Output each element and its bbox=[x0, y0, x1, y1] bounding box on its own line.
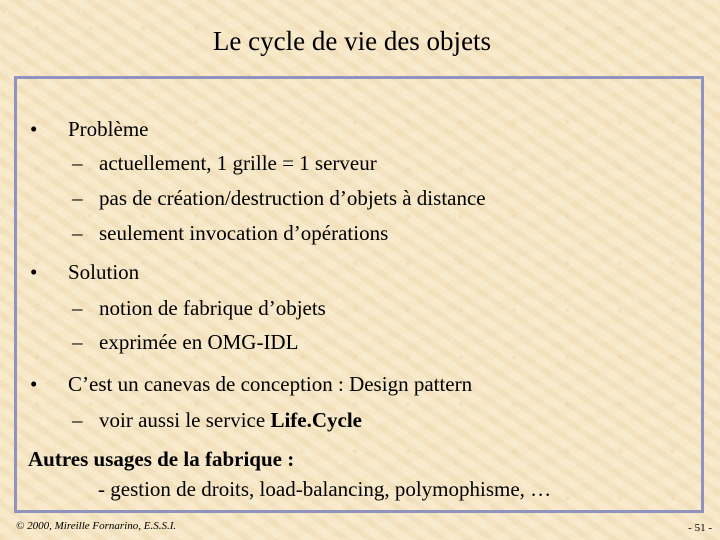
extra-heading: Autres usages de la fabrique : bbox=[28, 447, 295, 471]
sub-item bbox=[72, 149, 377, 177]
dash-icon: – bbox=[72, 151, 83, 175]
sub-item-label: exprimée en OMG-IDL bbox=[99, 330, 299, 354]
bullet-label: Problème bbox=[68, 117, 149, 141]
bullet-item-solution bbox=[30, 258, 139, 286]
dash-icon: – bbox=[72, 221, 83, 245]
extra-line: - gestion de droits, load-balancing, polymophisme, … bbox=[98, 477, 552, 501]
bullet-icon: • bbox=[30, 372, 38, 396]
dash-icon: – bbox=[72, 330, 83, 354]
sub-item-label: voir aussi le service bbox=[99, 408, 271, 432]
dash-icon: – bbox=[72, 296, 83, 320]
bullet-icon: • bbox=[30, 117, 38, 141]
sub-item-label: seulement invocation d’opérations bbox=[99, 221, 389, 245]
sub-item-emphasis: Life.Cycle bbox=[270, 408, 362, 432]
bullet-label: Solution bbox=[68, 260, 140, 284]
sub-item bbox=[72, 184, 486, 212]
sub-item-label: notion de fabrique d’objets bbox=[99, 296, 326, 320]
sub-item bbox=[72, 328, 298, 356]
dash-icon: – bbox=[72, 186, 83, 210]
sub-item bbox=[72, 219, 388, 247]
footer-page-number: - 51 - bbox=[688, 522, 712, 534]
sub-item bbox=[72, 406, 362, 434]
sub-item-label: actuellement, 1 grille = 1 serveur bbox=[99, 151, 377, 175]
bullet-label: C’est un canevas de conception : Design pattern bbox=[68, 372, 473, 396]
bullet-item-probleme bbox=[30, 115, 148, 143]
bullet-icon: • bbox=[30, 260, 38, 284]
bullet-item-design-pattern bbox=[30, 370, 472, 398]
dash-icon: – bbox=[72, 408, 83, 432]
footer-copyright: © 2000, Mireille Fornarino, E.S.S.I. bbox=[16, 520, 177, 532]
sub-item bbox=[72, 294, 326, 322]
slide-title: Le cycle de vie des objets bbox=[212, 26, 492, 56]
sub-item-label: pas de création/destruction d’objets à distance bbox=[99, 186, 486, 210]
